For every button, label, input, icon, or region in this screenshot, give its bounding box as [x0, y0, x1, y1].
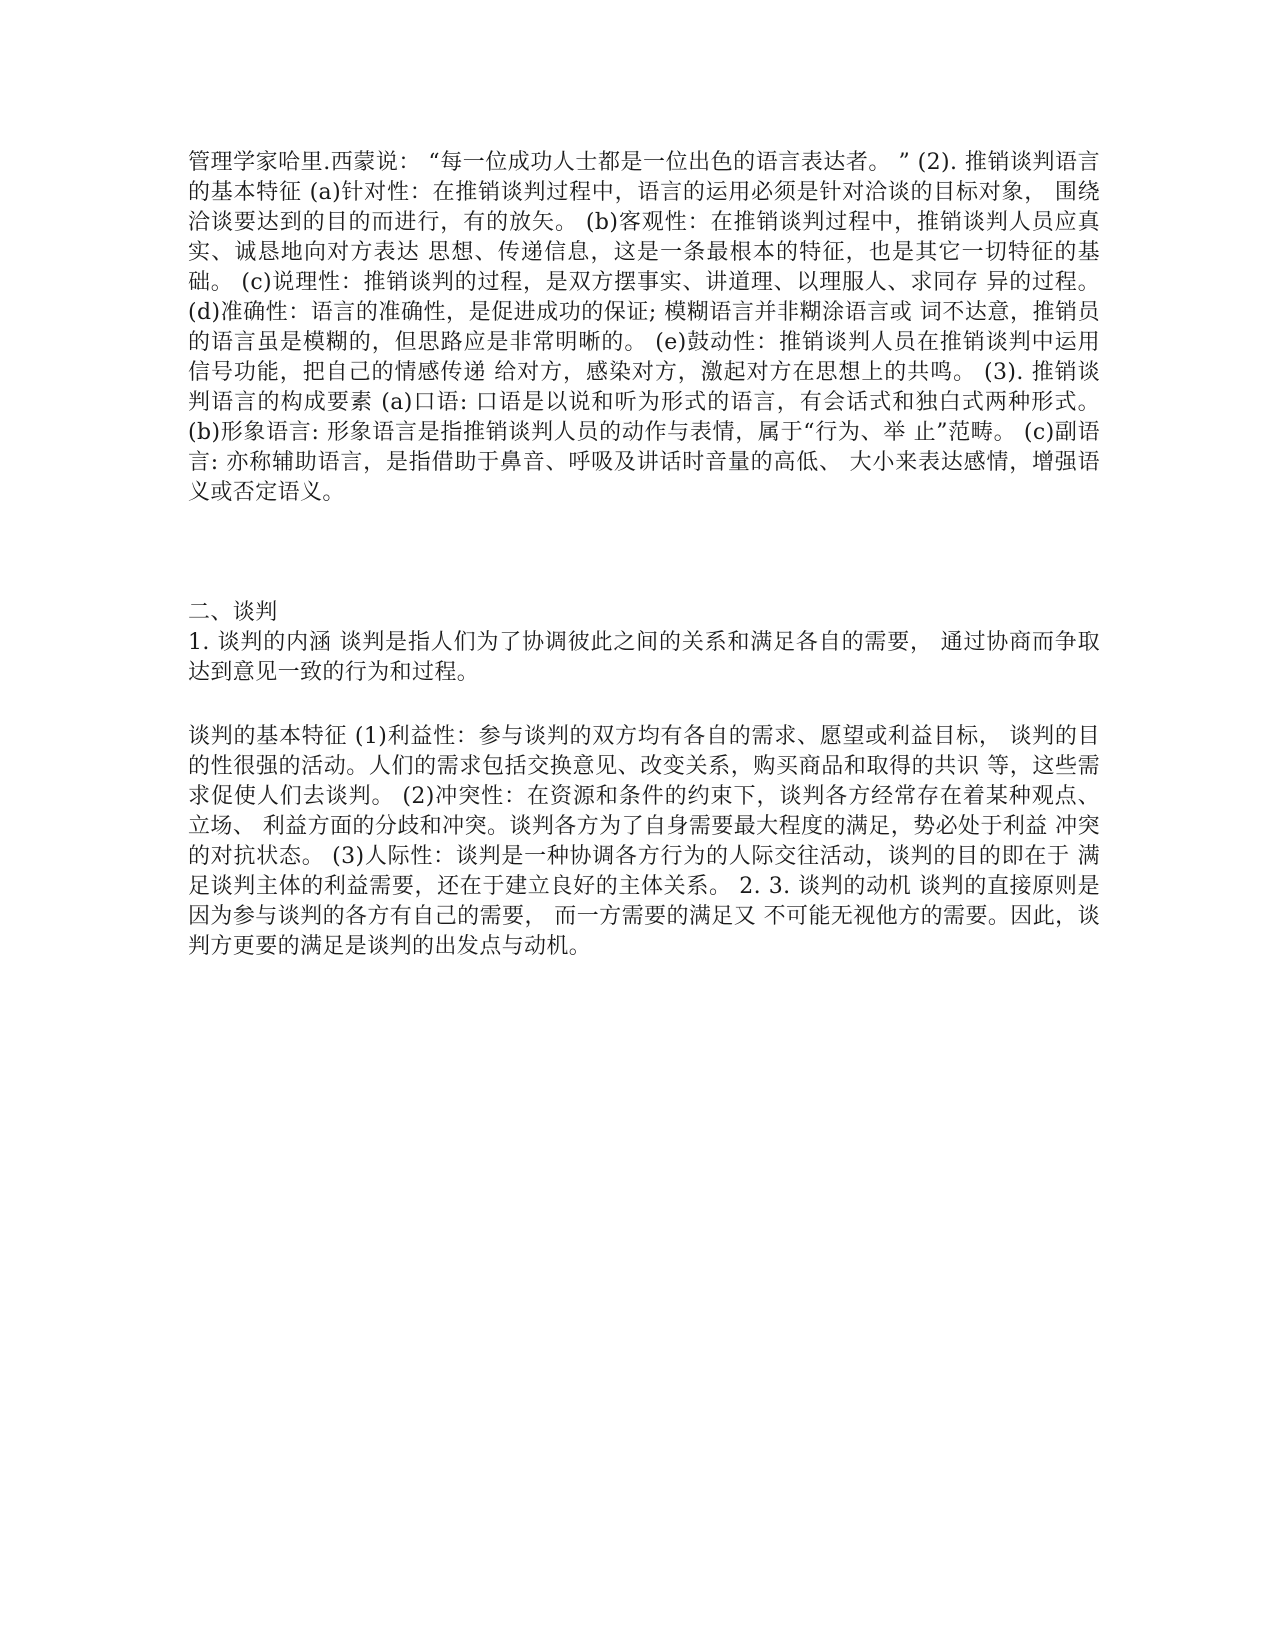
section-heading-negotiation: 二、谈判: [188, 600, 278, 625]
paragraph-negotiation-definition: 1. 谈判的内涵 谈判是指人们为了协调彼此之间的关系和满足各自的需要， 通过协商而争取 达到意见一致的行为和过程。: [188, 630, 1100, 685]
paragraph-negotiation-language: 管理学家哈里.西蒙说： “每一位成功人士都是一位出色的语言表达者。 ” (2). 推销谈判语言的基本特征 (a)针对性：在推销谈判过程中，语言的运用必须是针对洽谈的目标对象， 围绕洽谈要达到的目的而进行，有的放矢。 (b)客观性：在推销谈判过程中，推销谈判人员应真实、诚恳地向对方表达 思想、传递信息，这是一条最根本的特征，也是其它一切特征的基础。 (c)说理性：推销谈判的过程，是双方摆事实、讲道理、以理服人、求同存 异的过程。 (d)准确性：语言的准确性，是促进成功的保证; 模糊语言并非糊涂语言或 词不达意，推销员的语言虽是模糊的，但思路应是非常明晰的。 (e)鼓动性：推销谈判人员在推销谈判中运用信号功能，把自己的情感传递 给对方，感染对方，激起对方在思想上的共鸣。 (3). 推销谈判语言的构成要素 (a)口语: 口语是以说和听为形式的语言，有会话式和独白式两种形式。 (b)形象语言: 形象语言是指推销谈判人员的动作与表情，属于“行为、举 止”范畴。 (c)副语言: 亦称辅助语言，是指借助于鼻音、呼吸及讲话时音量的高低、 大小来表达感情，增强语义或否定语义。: [188, 150, 1100, 505]
paragraph-negotiation-features: 谈判的基本特征 (1)利益性：参与谈判的双方均有各自的需求、愿望或利益目标， 谈判的目 的性很强的活动。人们的需求包括交换意见、改变关系，购买商品和取得的共识 等，这些需求促使人们去谈判。 (2)冲突性：在资源和条件的约束下，谈判各方经常存在着某种观点、立场、 利益方面的分歧和冲突。谈判各方为了自身需要最大程度的满足，势必处于利益 冲突的对抗状态。 (3)人际性：谈判是一种协调各方行为的人际交往活动，谈判的目的即在于 满足谈判主体的利益需要，还在于建立良好的主体关系。 2. 3. 谈判的动机 谈判的直接原则是因为参与谈判的各方有自己的需要， 而一方需要的满足又 不可能无视他方的需要。因此，谈判方更要的满足是谈判的出发点与动机。: [188, 724, 1100, 959]
